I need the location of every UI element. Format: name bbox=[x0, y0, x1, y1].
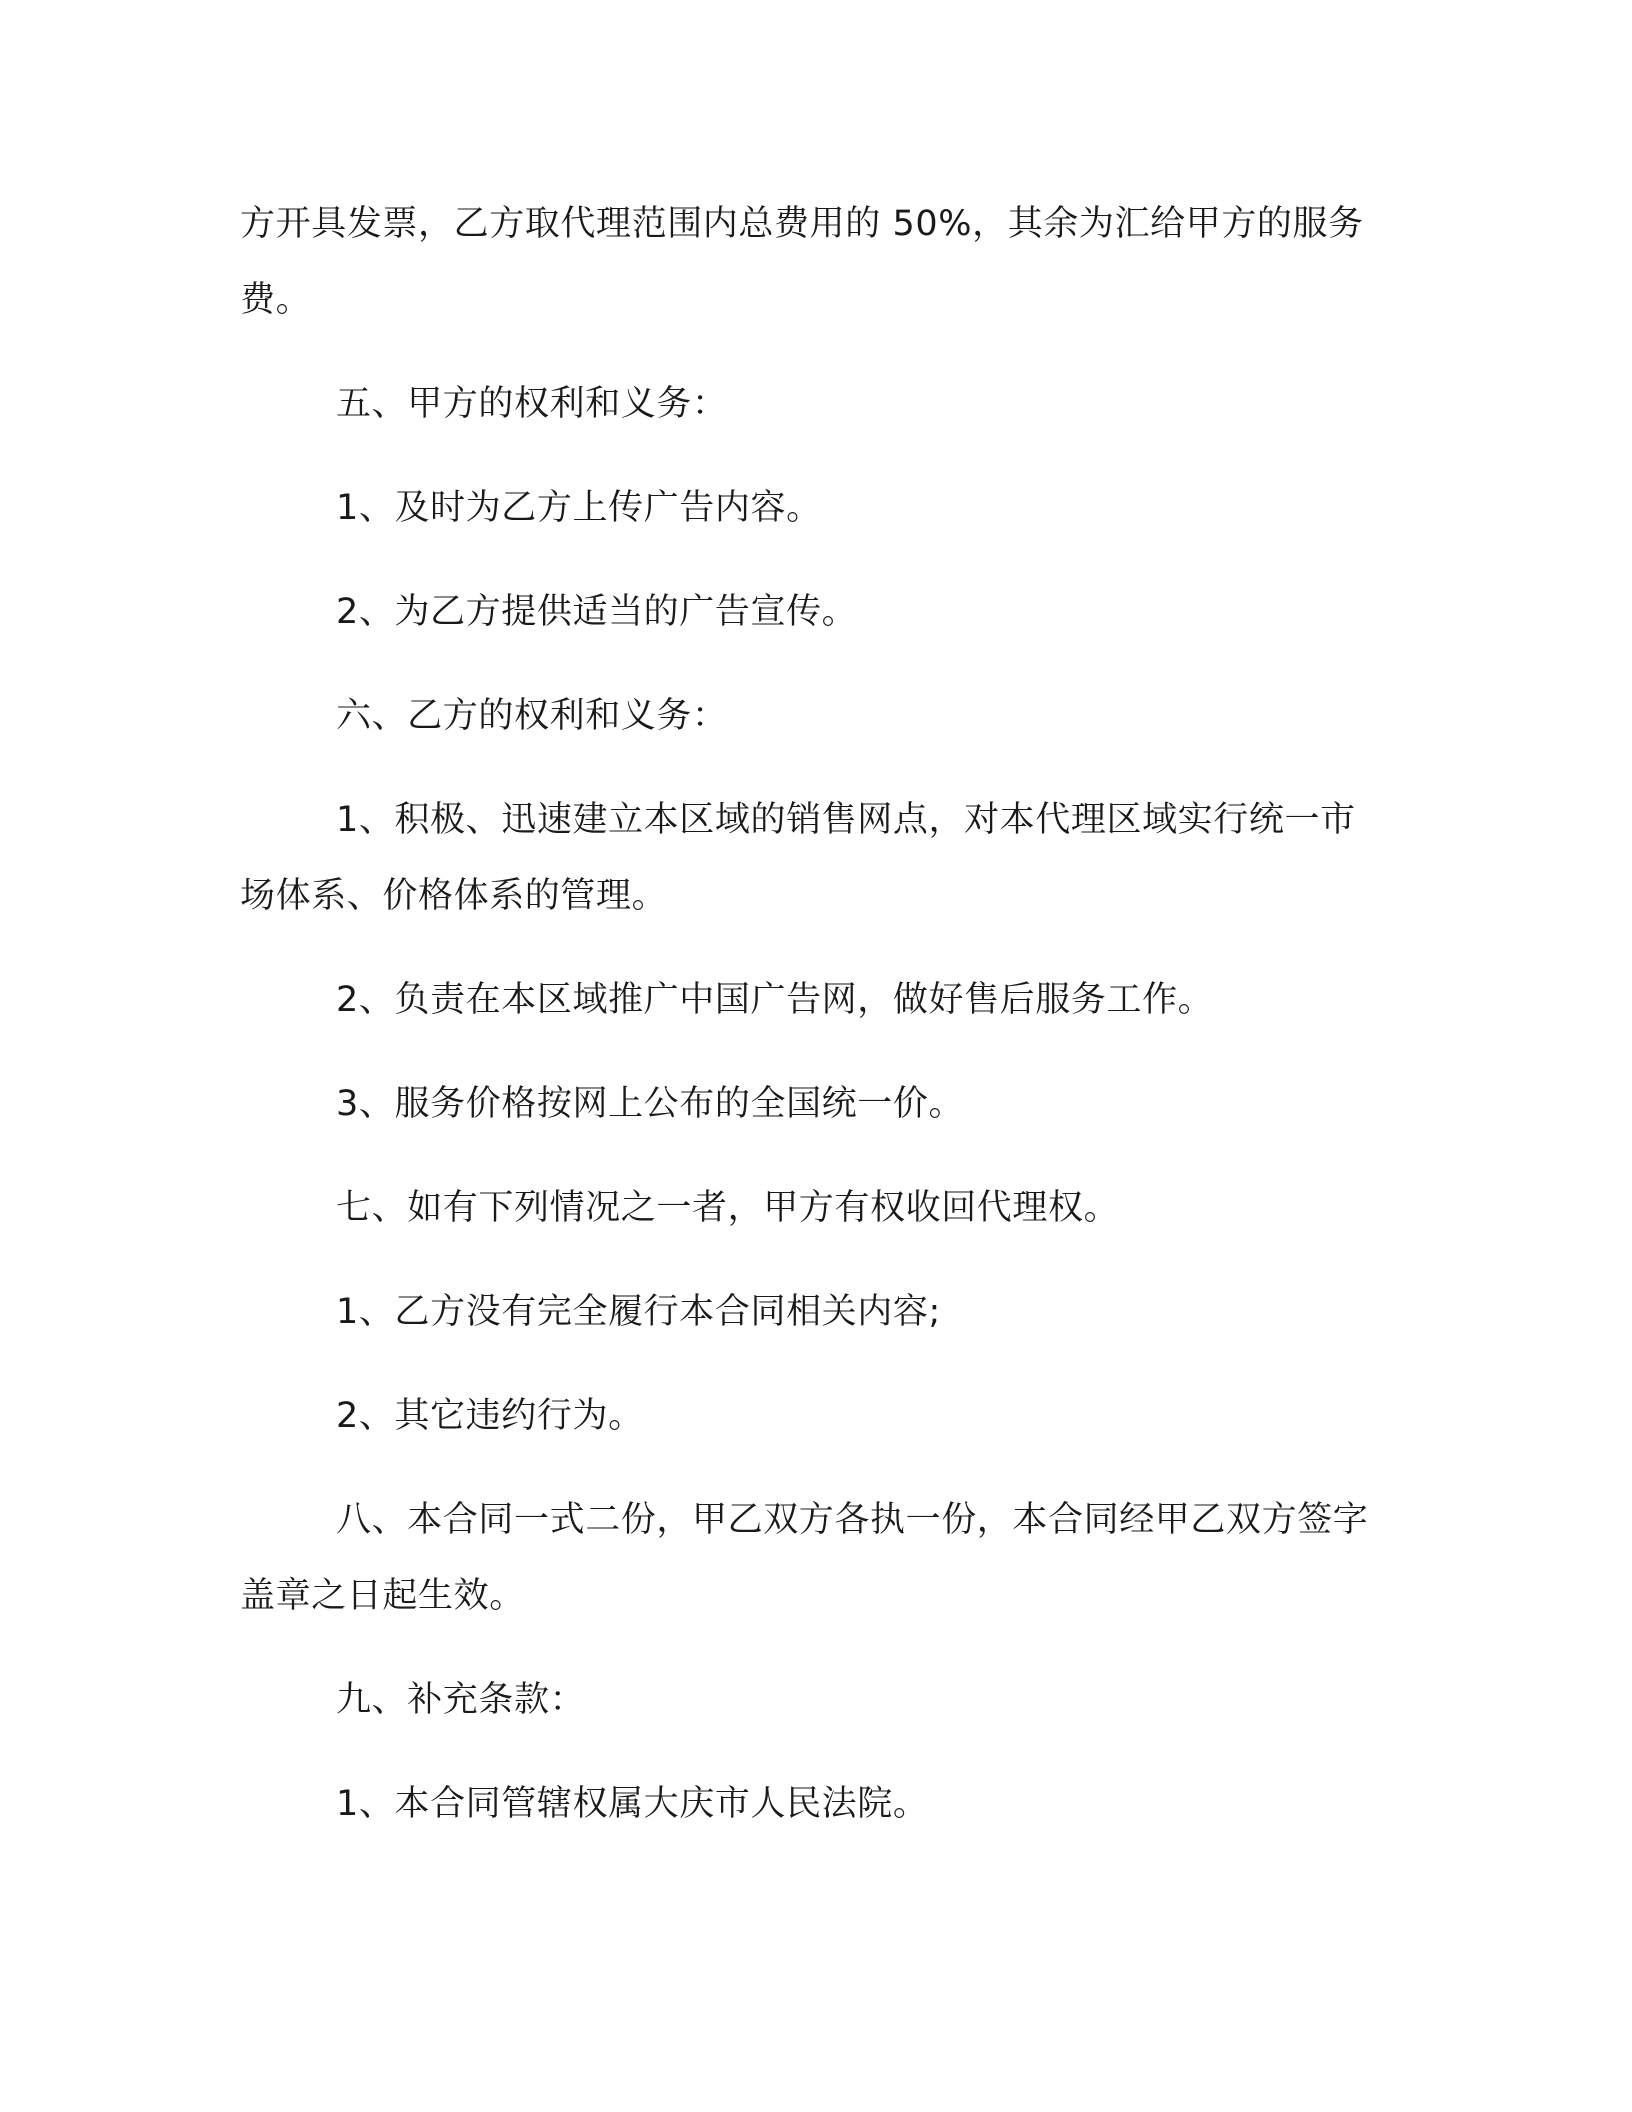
clause-b-3: 3、服务价格按网上公布的全国统一价。 bbox=[336, 1084, 965, 1124]
heading-party-a-rights: 五、甲方的权利和义务： bbox=[336, 384, 728, 424]
heading-revocation: 七、如有下列情况之一者，甲方有权收回代理权。 bbox=[336, 1188, 1120, 1228]
document-body bbox=[240, 186, 1380, 1842]
heading-supplementary: 九、补充条款： bbox=[336, 1680, 586, 1720]
clause-b-2: 2、负责在本区域推广中国广告网，做好售后服务工作。 bbox=[336, 980, 1214, 1020]
clause-jurisdiction: 1、本合同管辖权属大庆市人民法院。 bbox=[336, 1784, 929, 1824]
clause-revocation-1: 1、乙方没有完全履行本合同相关内容; bbox=[336, 1292, 941, 1332]
clause-b-1: 1、积极、迅速建立本区域的销售网点，对本代理区域实行统一市场体系、价格体系的管理。 bbox=[240, 800, 1356, 916]
clause-a-2: 2、为乙方提供适当的广告宣传。 bbox=[336, 592, 858, 632]
paragraph-service-fee: 方开具发票，乙方取代理范围内总费用的 50%，其余为汇给甲方的服务费。 bbox=[240, 204, 1364, 320]
clause-a-1: 1、及时为乙方上传广告内容。 bbox=[336, 488, 822, 528]
clause-revocation-2: 2、其它违约行为。 bbox=[336, 1396, 644, 1436]
clause-copies: 八、本合同一式二份，甲乙双方各执一份，本合同经甲乙双方签字盖章之日起生效。 bbox=[240, 1500, 1369, 1616]
heading-party-b-rights: 六、乙方的权利和义务： bbox=[336, 696, 728, 736]
